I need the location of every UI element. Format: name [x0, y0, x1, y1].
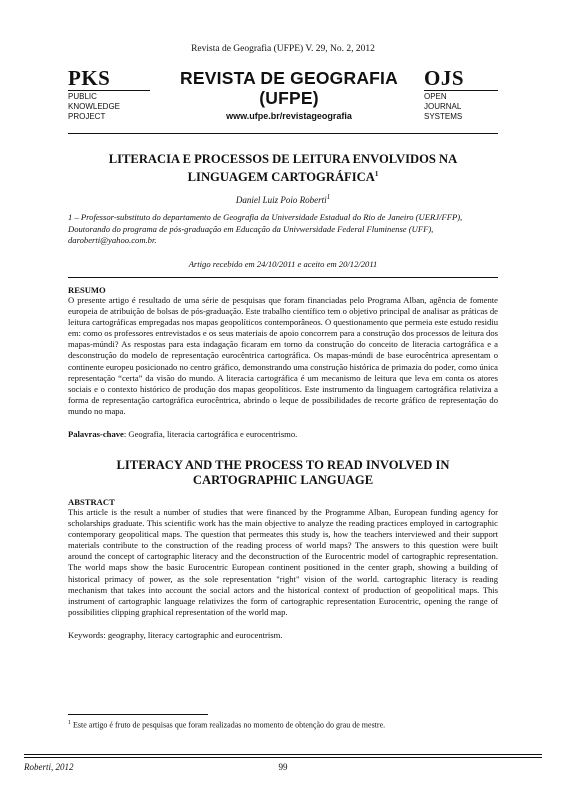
author-footnote-marker: 1 [326, 193, 331, 201]
resumo-heading: RESUMO [68, 285, 106, 295]
author-affiliation: 1 – Professor-substituto do departamento de Geografia da Universidade Estadual do Rio de Janeiro (UERJ/FFP), Doutorando do programa de pós-graduação em Educação da Univwersidade Federal Fluminense (UFF), daroberti@yahoo.com.br. [68, 212, 463, 245]
footnote-text: Este artigo é fruto de pesquisas que foram realizadas no momento de obtenção do grau de mestre. [71, 720, 386, 730]
keywords-en: Keywords: geography, literacy cartographic and eurocentrism. [68, 630, 283, 640]
title-footnote-marker[interactable]: 1 [374, 170, 379, 178]
footnote-marker: 1 [68, 720, 71, 726]
footer-citation: Roberti, 2012 [24, 762, 74, 772]
footer-divider-thin [24, 757, 542, 758]
article-title-en-line2: CARTOGRAPHIC LANGUAGE [192, 473, 374, 487]
journal-title-line1: REVISTA DE GEOGRAFIA [180, 68, 398, 88]
ojs-logo [424, 68, 498, 128]
pkp-logo [68, 68, 150, 128]
palavras-chave-text: : Geografia, literacia cartográfica e eurocentrismo. [123, 429, 298, 439]
article-title-en [60, 458, 506, 488]
article-title-pt-line2: LINGUAGEM CARTOGRÁFICA [187, 170, 375, 185]
article-title-pt-line1: LITERACIA E PROCESSOS DE LEITURA ENVOLVIDOS NA [108, 152, 458, 166]
received-date: Artigo recebido em 24/10/2011 e aceito em 20/12/2011 [188, 259, 378, 269]
masthead-divider [68, 133, 498, 134]
palavras-chave-label: Palavras-chave [68, 429, 124, 439]
abstract-body: This article is the result a number of studies that were financed by the Programme Alban, European funding agency for scholarships graduate. This scientific work has the main objective to analyze the reading practices employed in cartographic contemporary geopolitical maps. The question that permeates this study is, how the teachers interviewed and their support materials contribute to the construction of the reading process of world maps? The answers to this question were built around the concept of cartographic literacy and the deconstruction of the Eurocentric model of cartographic representation. The world maps show the basic Eurocentric European continent positioned in the center graph, showing a building of historical primacy of power, as the sole representation "right" vision of the world. cartographic literacy is reading mechanism that takes into account the social actors and the historical context of production of geopolitical maps. This instrument of cartographic language relativizes the form of cartographic representation Eurocentric, opening the range of possibilities clipping graphical representation of the world map. [68, 507, 498, 617]
pkp-logo-line: KNOWLEDGE [68, 102, 121, 112]
footnote-divider [68, 714, 208, 715]
article-title-en-line1: LITERACY AND THE PROCESS TO READ INVOLVED IN [116, 458, 450, 472]
pkp-logo-big: PKS [68, 66, 111, 90]
ojs-logo-line: OPEN [424, 92, 447, 101]
article-title-pt [60, 152, 506, 185]
article-title-pt-line2-wrap [60, 167, 506, 185]
footer-divider [24, 754, 542, 755]
palavras-chave [68, 429, 297, 439]
journal-masthead-title [158, 68, 420, 121]
ojs-logo-line: JOURNAL [424, 102, 462, 112]
masthead [68, 68, 498, 132]
pkp-logo-line: PUBLIC [68, 92, 97, 101]
ojs-logo-line: SYSTEMS [424, 112, 463, 122]
footnote [68, 720, 385, 730]
author-name: Daniel Luiz Poio Roberti [235, 195, 327, 205]
resumo-body: O presente artigo é resultado de uma série de pesquisas que foram financiadas pelo Programa Alban, agência de fomente europeia de atribuição de bolsas de pós-graduação. Este trabalho científico tem o objetivo principal de analisar as práticas de leitura cartográficas empregadas nos mapas geopolíticos contemporâneos. O questionamento que permeia este estudo residiu em: como os professores entrevistados e os seus materiais de apoio concorrem para a construção dos processos de leitura dos mapas-múndi? As respostas para esta indagação ficaram em torno da construção do conceito de literacia cartográfica e a desconstrução do modelo de representação eurocêntrica cartográfica. Os mapas-múndi de base eurocêntrica apresentam o continente europeu posicionado no centro gráfico, demonstrando uma construção histórica de primazia do poder, como única representação “certa” da visão do mundo. A literacia cartográfica é um mecanismo de leitura que leva em conta os atores sociais e o contexto histórico de produção dos mapas geopolíticos. Este instrumento da linguagem cartográfica relativiza a forma de representação cartográfica eurocêntrica, abrindo o leque de possibilidades de recorte gráfico de representação do mundo no mapa. [68, 295, 498, 416]
ojs-logo-big: OJS [424, 66, 465, 90]
journal-title-line2: (UFPE) [259, 88, 319, 108]
journal-citation: Revista de Geografia (UFPE) V. 29, No. 2, 2012 [191, 44, 375, 54]
author-line [0, 193, 566, 205]
pkp-logo-bar [68, 90, 150, 91]
page-number: 99 [278, 762, 288, 772]
pkp-logo-line: PROJECT [68, 112, 106, 122]
journal-url[interactable]: www.ufpe.br/revistageografia [226, 111, 352, 121]
received-divider [68, 277, 498, 278]
abstract-heading: ABSTRACT [68, 497, 115, 507]
ojs-logo-bar [424, 90, 498, 91]
